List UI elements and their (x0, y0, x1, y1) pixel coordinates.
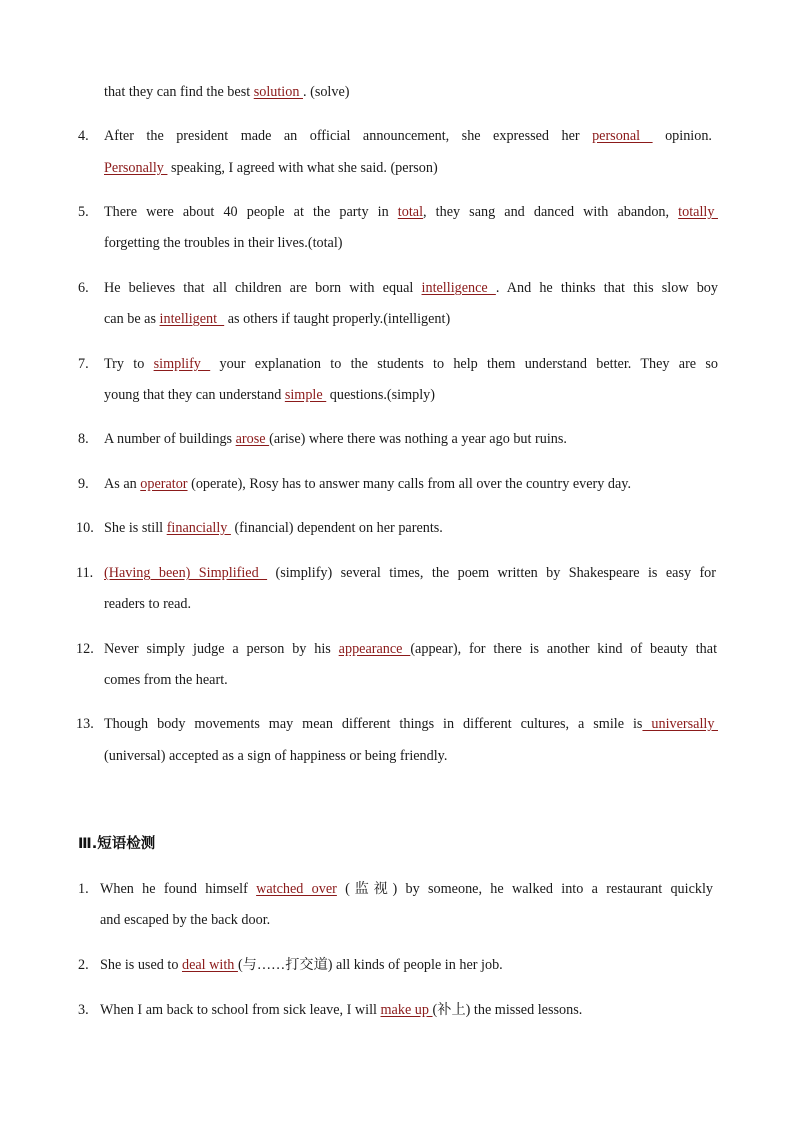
answer-blank: universally (642, 716, 718, 732)
item-number: 9. (78, 476, 89, 492)
text: forgetting the troubles in their lives.(total) (104, 235, 343, 251)
text: Never simply judge a person by his (104, 641, 339, 657)
text: that they can find the best (104, 84, 254, 100)
answer-blank: intelligent (159, 311, 225, 327)
phrase-item-2-line-1 (100, 956, 503, 974)
text: He believes that all children are born with equal (104, 280, 422, 296)
text: as others if taught properly.(intelligent) (224, 311, 451, 327)
item-13-line-1 (104, 715, 718, 733)
answer-blank: watched over (256, 881, 337, 897)
section-heading: Ⅲ.短语检测 (78, 836, 156, 852)
text: , they sang and danced with abandon, (423, 204, 679, 220)
text: comes from the heart. (104, 672, 228, 688)
answer-blank: arose (235, 431, 270, 447)
item-11-line-1 (104, 564, 716, 582)
text: (operate), Rosy has to answer many calls from all over the country every day. (187, 476, 632, 492)
item-number: 6. (78, 280, 89, 296)
text: (arise) where there was nothing a year ago but ruins. (269, 431, 567, 447)
answer-blank: deal with (181, 957, 238, 973)
answer-blank: total (397, 204, 424, 220)
text: When I am back to school from sick leave, I will (100, 1002, 381, 1018)
item-3-line-2 (104, 83, 350, 101)
text: questions.(simply) (326, 387, 436, 403)
text: speaking, I agreed with what she said. (person) (167, 160, 438, 176)
item-number: 1. (78, 881, 89, 897)
answer-blank: appearance (338, 641, 411, 657)
item-number: 8. (78, 431, 89, 447)
answer-blank: simplify (153, 356, 211, 372)
item-12-line-1 (104, 640, 717, 658)
answer-blank: solution (253, 84, 303, 100)
answer-blank: financially (166, 520, 231, 536)
item-9-line-1 (104, 475, 631, 493)
text: (补上) the missed lessons. (432, 1002, 583, 1018)
text: There were about 40 people at the party in (104, 204, 398, 220)
text: After the president made an official announcement, she expressed her (104, 128, 593, 144)
item-6-line-2 (104, 310, 450, 328)
answer-blank: make up (380, 1002, 433, 1018)
item-13-line-2 (104, 747, 447, 765)
text: (appear), for there is another kind of beauty that (410, 641, 718, 657)
text: She is still (104, 520, 167, 536)
text: your explanation to the students to help them understand better. They are so (210, 356, 719, 372)
text: can be as (104, 311, 160, 327)
text: opinion. (652, 128, 712, 144)
text: . And he thinks that this slow boy (495, 280, 718, 296)
text: Though body movements may mean different things in different cultures, a smile is (104, 716, 643, 732)
item-number: 13. (76, 716, 94, 732)
item-5-line-1 (104, 203, 718, 221)
text: She is used to (100, 957, 182, 973)
phrase-item-1-line-1 (100, 880, 713, 898)
text: (financial) dependent on her parents. (230, 520, 443, 536)
item-12-line-2 (104, 671, 228, 689)
answer-blank: operator (140, 476, 188, 492)
item-11-line-2 (104, 595, 191, 613)
text: and escaped by the back door. (100, 912, 271, 928)
answer-blank: simple (284, 387, 327, 403)
answer-blank: totally (678, 204, 718, 220)
text: (simplify) several times, the poem written by Shakespeare is easy for (267, 565, 716, 581)
item-number: 4. (78, 128, 89, 144)
item-number: 12. (76, 641, 94, 657)
answer-blank: (Having been) Simplified (104, 565, 268, 581)
item-number: 2. (78, 957, 89, 973)
text: (监视) by someone, he walked into a restaurant quickly (336, 881, 713, 897)
item-number: 5. (78, 204, 89, 220)
answer-blank: intelligence (421, 280, 496, 296)
text: (universal) accepted as a sign of happiness or being friendly. (104, 748, 448, 764)
item-number: 11. (76, 565, 94, 581)
item-10-line-1 (104, 519, 443, 537)
item-7-line-2 (104, 386, 435, 404)
item-7-line-1 (104, 355, 718, 373)
text: (与……打交道) all kinds of people in her job. (237, 957, 503, 973)
text: As an (104, 476, 141, 492)
item-6-line-1 (104, 279, 718, 297)
phrase-item-1-line-2 (100, 911, 270, 929)
item-5-line-2 (104, 234, 343, 252)
item-8-line-1 (104, 430, 567, 448)
text: A number of buildings (104, 431, 236, 447)
text: young that they can understand (104, 387, 285, 403)
answer-blank: Personally (104, 160, 168, 176)
answer-blank: personal (592, 128, 653, 144)
item-4-line-2 (104, 159, 438, 177)
item-number: 3. (78, 1002, 89, 1018)
phrase-item-3-line-1 (100, 1001, 582, 1019)
text: When he found himself (100, 881, 257, 897)
item-4-line-1 (104, 127, 712, 145)
text: . (solve) (303, 84, 350, 100)
text: Try to (104, 356, 154, 372)
text: readers to read. (104, 596, 192, 612)
item-number: 10. (76, 520, 94, 536)
item-number: 7. (78, 356, 89, 372)
